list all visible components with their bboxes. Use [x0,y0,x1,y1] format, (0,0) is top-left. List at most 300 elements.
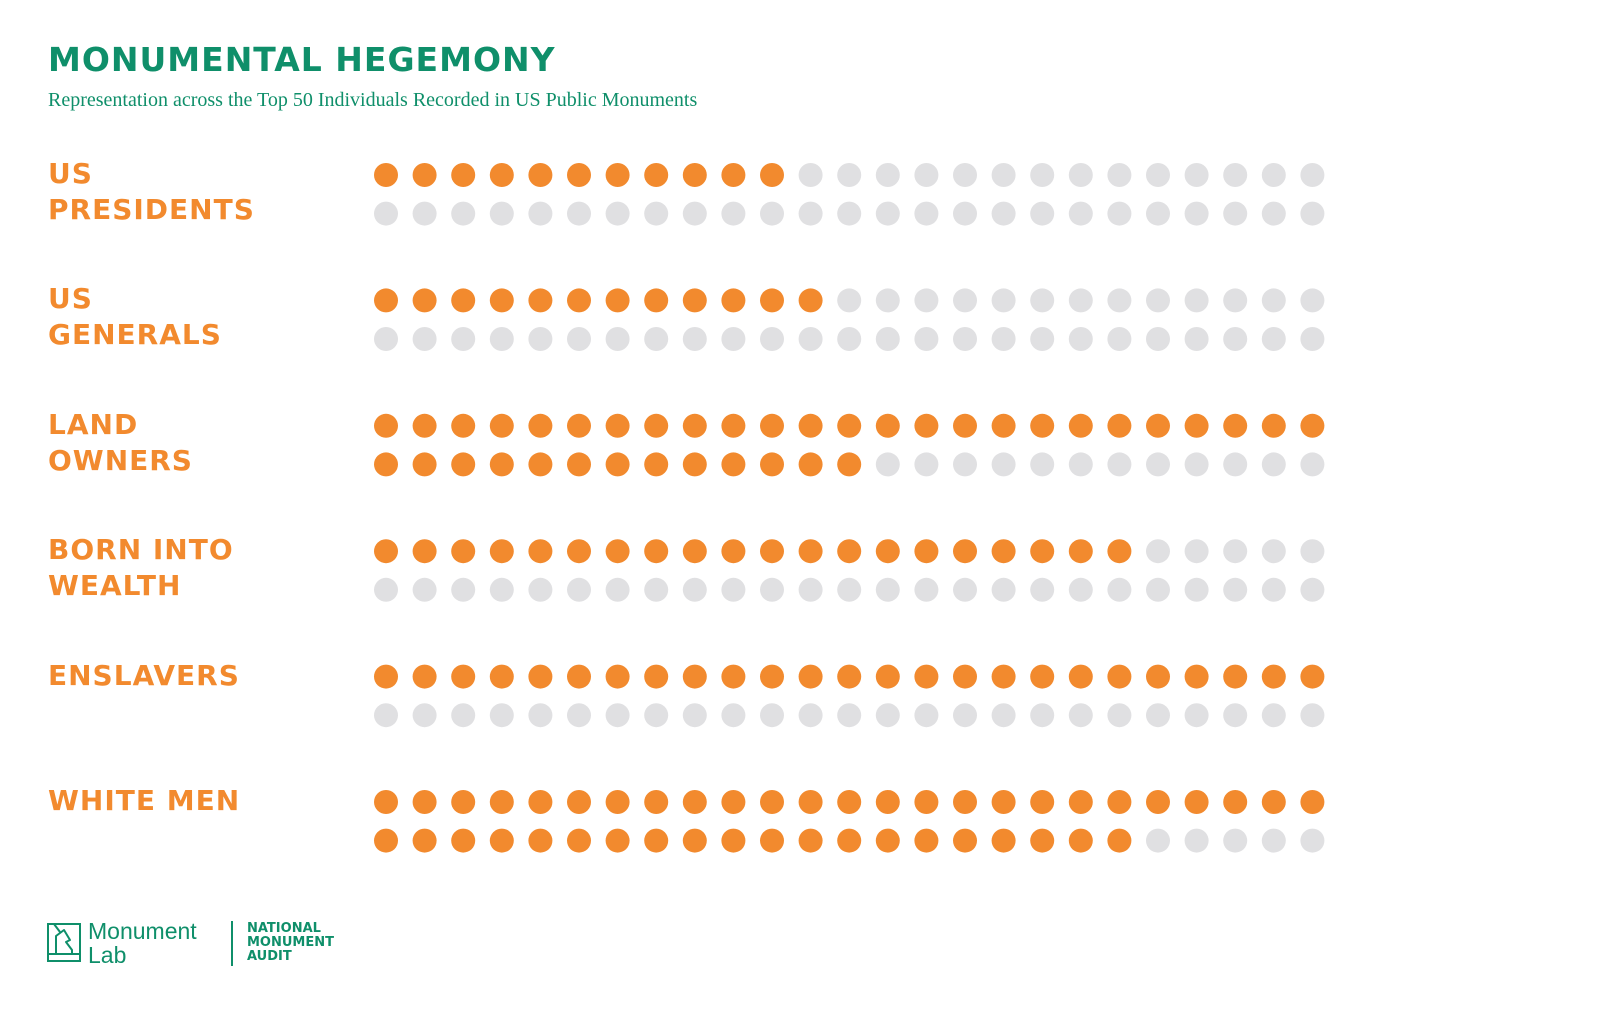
filled-dot [374,829,398,853]
empty-dot [837,288,861,312]
empty-dot [1107,202,1131,226]
empty-dot [953,202,977,226]
filled-dot [837,414,861,438]
filled-dot [914,829,938,853]
filled-dot [876,665,900,689]
filled-dot [721,539,745,563]
filled-dot [606,790,630,814]
filled-dot [914,790,938,814]
filled-dot [644,665,668,689]
empty-dot [490,703,514,727]
filled-dot [413,163,437,187]
filled-dot [413,539,437,563]
filled-dot [799,539,823,563]
filled-dot [528,539,552,563]
empty-dot [1300,452,1324,476]
empty-dot [1185,327,1209,351]
filled-dot [374,288,398,312]
category-label-line: LAND [48,407,139,441]
category-label-line: WHITE MEN [48,784,241,817]
empty-dot [914,163,938,187]
empty-dot [1107,327,1131,351]
filled-dot [760,665,784,689]
filled-dot [799,414,823,438]
filled-dot [1030,790,1054,814]
empty-dot [413,327,437,351]
empty-dot [1146,578,1170,602]
filled-dot [528,790,552,814]
category-label-line: US [48,157,93,190]
filled-dot [490,665,514,689]
empty-dot [1030,578,1054,602]
empty-dot [1223,539,1247,563]
empty-dot [721,327,745,351]
empty-dot [1185,539,1209,563]
empty-dot [1185,288,1209,312]
empty-dot [799,578,823,602]
filled-dot [799,790,823,814]
empty-dot [683,703,707,727]
empty-dot [644,202,668,226]
filled-dot [992,790,1016,814]
empty-dot [644,703,668,727]
filled-dot [953,829,977,853]
empty-dot [760,578,784,602]
filled-dot [644,790,668,814]
filled-dot [1069,414,1093,438]
empty-dot [1223,703,1247,727]
empty-dot [1107,578,1131,602]
empty-dot [1146,703,1170,727]
empty-dot [490,202,514,226]
empty-dot [374,703,398,727]
filled-dot [721,414,745,438]
empty-dot [1030,202,1054,226]
filled-dot [1262,665,1286,689]
empty-dot [1300,539,1324,563]
filled-dot [953,790,977,814]
empty-dot [413,578,437,602]
category-label-line: GENERALS [48,318,222,352]
empty-dot [1146,539,1170,563]
filled-dot [992,665,1016,689]
category-label-line: US [48,282,93,316]
empty-dot [721,703,745,727]
empty-dot [1223,327,1247,351]
filled-dot [683,414,707,438]
filled-dot [760,163,784,187]
empty-dot [876,703,900,727]
filled-dot [683,539,707,563]
filled-dot [760,829,784,853]
filled-dot [760,414,784,438]
empty-dot [1069,703,1093,727]
empty-dot [914,202,938,226]
empty-dot [451,703,475,727]
footer-audit-line: AUDIT [247,949,292,964]
filled-dot [1146,414,1170,438]
filled-dot [953,665,977,689]
filled-dot [567,452,591,476]
filled-dot [721,452,745,476]
category-label-line: OWNERS [48,443,193,477]
filled-dot [992,414,1016,438]
filled-dot [992,539,1016,563]
empty-dot [1069,452,1093,476]
empty-dot [1223,829,1247,853]
empty-dot [1069,202,1093,226]
empty-dot [992,327,1016,351]
empty-dot [1300,202,1324,226]
empty-dot [1185,829,1209,853]
empty-dot [1030,288,1054,312]
empty-dot [837,202,861,226]
filled-dot [760,790,784,814]
filled-dot [683,288,707,312]
empty-dot [1185,703,1209,727]
filled-dot [1069,539,1093,563]
empty-dot [683,327,707,351]
filled-dot [1185,665,1209,689]
empty-dot [992,202,1016,226]
filled-dot [1107,665,1131,689]
empty-dot [1107,288,1131,312]
filled-dot [1030,665,1054,689]
filled-dot [567,829,591,853]
empty-dot [1262,539,1286,563]
empty-dot [528,703,552,727]
filled-dot [644,452,668,476]
filled-dot [374,414,398,438]
filled-dot [567,539,591,563]
empty-dot [876,163,900,187]
empty-dot [953,452,977,476]
empty-dot [953,578,977,602]
filled-dot [914,539,938,563]
filled-dot [606,288,630,312]
empty-dot [1146,327,1170,351]
filled-dot [721,665,745,689]
filled-dot [760,288,784,312]
empty-dot [1262,703,1286,727]
filled-dot [451,414,475,438]
empty-dot [992,163,1016,187]
empty-dot [413,703,437,727]
filled-dot [1185,790,1209,814]
filled-dot [490,790,514,814]
footer-brand-line: Lab [88,942,127,968]
filled-dot [837,829,861,853]
empty-dot [1069,288,1093,312]
empty-dot [1030,163,1054,187]
filled-dot [644,829,668,853]
empty-dot [644,578,668,602]
filled-dot [490,829,514,853]
filled-dot [683,452,707,476]
empty-dot [490,327,514,351]
filled-dot [606,829,630,853]
empty-dot [799,703,823,727]
filled-dot [606,539,630,563]
empty-dot [490,578,514,602]
empty-dot [1030,703,1054,727]
empty-dot [953,703,977,727]
empty-dot [528,578,552,602]
empty-dot [1030,327,1054,351]
filled-dot [721,790,745,814]
empty-dot [1030,452,1054,476]
empty-dot [451,202,475,226]
empty-dot [606,578,630,602]
empty-dot [1300,703,1324,727]
filled-dot [490,288,514,312]
filled-dot [490,539,514,563]
filled-dot [567,665,591,689]
empty-dot [876,327,900,351]
filled-dot [1262,790,1286,814]
filled-dot [876,539,900,563]
filled-dot [528,414,552,438]
filled-dot [528,452,552,476]
empty-dot [1300,327,1324,351]
empty-dot [1300,163,1324,187]
empty-dot [992,703,1016,727]
empty-dot [721,202,745,226]
filled-dot [567,163,591,187]
filled-dot [1069,665,1093,689]
empty-dot [953,163,977,187]
empty-dot [451,578,475,602]
category-label-line: PRESIDENTS [48,193,255,226]
filled-dot [683,790,707,814]
empty-dot [1300,578,1324,602]
empty-dot [528,202,552,226]
empty-dot [1107,703,1131,727]
filled-dot [413,665,437,689]
empty-dot [567,202,591,226]
filled-dot [606,452,630,476]
empty-dot [374,578,398,602]
empty-dot [799,163,823,187]
empty-dot [1185,163,1209,187]
empty-dot [683,202,707,226]
empty-dot [914,703,938,727]
filled-dot [837,452,861,476]
empty-dot [1146,163,1170,187]
filled-dot [567,414,591,438]
filled-dot [799,665,823,689]
filled-dot [721,288,745,312]
filled-dot [1069,790,1093,814]
empty-dot [374,202,398,226]
filled-dot [374,665,398,689]
empty-dot [567,327,591,351]
filled-dot [799,829,823,853]
chart-subtitle: Representation across the Top 50 Individuals Recorded in US Public Monuments [48,89,698,111]
filled-dot [490,163,514,187]
empty-dot [1146,829,1170,853]
empty-dot [837,703,861,727]
filled-dot [953,414,977,438]
empty-dot [876,288,900,312]
filled-dot [528,288,552,312]
filled-dot [1146,790,1170,814]
filled-dot [644,539,668,563]
empty-dot [1069,163,1093,187]
empty-dot [914,327,938,351]
filled-dot [876,790,900,814]
filled-dot [567,790,591,814]
footer-audit-line: MONUMENT [247,935,334,950]
empty-dot [1146,452,1170,476]
filled-dot [1223,414,1247,438]
filled-dot [1107,414,1131,438]
filled-dot [799,288,823,312]
empty-dot [1107,163,1131,187]
empty-dot [1185,202,1209,226]
empty-dot [451,327,475,351]
empty-dot [837,578,861,602]
empty-dot [374,327,398,351]
empty-dot [567,703,591,727]
empty-dot [1107,452,1131,476]
footer-divider [231,921,233,966]
empty-dot [760,202,784,226]
filled-dot [490,414,514,438]
filled-dot [451,539,475,563]
filled-dot [683,163,707,187]
filled-dot [1107,790,1131,814]
empty-dot [606,703,630,727]
filled-dot [644,414,668,438]
chart-title: MONUMENTAL HEGEMONY [48,40,556,79]
filled-dot [1146,665,1170,689]
category-label-line: ENSLAVERS [48,658,240,692]
filled-dot [644,163,668,187]
filled-dot [413,452,437,476]
empty-dot [1300,829,1324,853]
filled-dot [451,790,475,814]
empty-dot [567,578,591,602]
empty-dot [606,202,630,226]
filled-dot [799,452,823,476]
empty-dot [876,578,900,602]
empty-dot [1223,578,1247,602]
filled-dot [876,829,900,853]
empty-dot [1262,452,1286,476]
filled-dot [914,665,938,689]
filled-dot [413,288,437,312]
filled-dot [1223,665,1247,689]
filled-dot [1107,829,1131,853]
empty-dot [953,327,977,351]
empty-dot [1223,163,1247,187]
empty-dot [1262,327,1286,351]
filled-dot [528,665,552,689]
empty-dot [799,327,823,351]
empty-dot [837,327,861,351]
empty-dot [1185,452,1209,476]
filled-dot [1069,829,1093,853]
filled-dot [1030,539,1054,563]
empty-dot [1185,578,1209,602]
empty-dot [721,578,745,602]
filled-dot [876,414,900,438]
empty-dot [914,288,938,312]
empty-dot [992,578,1016,602]
filled-dot [760,539,784,563]
empty-dot [1262,288,1286,312]
filled-dot [451,665,475,689]
filled-dot [528,163,552,187]
filled-dot [451,288,475,312]
filled-dot [451,452,475,476]
filled-dot [374,790,398,814]
footer-brand [88,919,197,967]
empty-dot [992,452,1016,476]
empty-dot [760,703,784,727]
filled-dot [837,665,861,689]
filled-dot [374,452,398,476]
monument-lab-logo-icon [46,920,82,964]
filled-dot [606,414,630,438]
category-label-line: BORN INTO [48,533,234,567]
empty-dot [914,578,938,602]
filled-dot [606,665,630,689]
filled-dot [1300,790,1324,814]
empty-dot [1300,288,1324,312]
empty-dot [528,327,552,351]
filled-dot [567,288,591,312]
empty-dot [1262,163,1286,187]
empty-dot [760,327,784,351]
category-label-line: WEALTH [48,569,182,603]
empty-dot [1223,288,1247,312]
filled-dot [683,829,707,853]
filled-dot [992,829,1016,853]
filled-dot [1107,539,1131,563]
empty-dot [644,327,668,351]
footer-brand-line: Monument [88,918,197,944]
filled-dot [1030,829,1054,853]
filled-dot [1300,414,1324,438]
filled-dot [528,829,552,853]
filled-dot [683,665,707,689]
filled-dot [953,539,977,563]
filled-dot [490,452,514,476]
filled-dot [413,414,437,438]
empty-dot [683,578,707,602]
filled-dot [413,829,437,853]
filled-dot [606,163,630,187]
filled-dot [413,790,437,814]
empty-dot [1223,202,1247,226]
empty-dot [799,202,823,226]
filled-dot [451,163,475,187]
empty-dot [876,452,900,476]
filled-dot [374,163,398,187]
filled-dot [374,539,398,563]
empty-dot [1146,202,1170,226]
empty-dot [992,288,1016,312]
filled-dot [1185,414,1209,438]
footer-audit-title [247,922,334,964]
filled-dot [1262,414,1286,438]
empty-dot [953,288,977,312]
empty-dot [1262,578,1286,602]
empty-dot [876,202,900,226]
empty-dot [606,327,630,351]
